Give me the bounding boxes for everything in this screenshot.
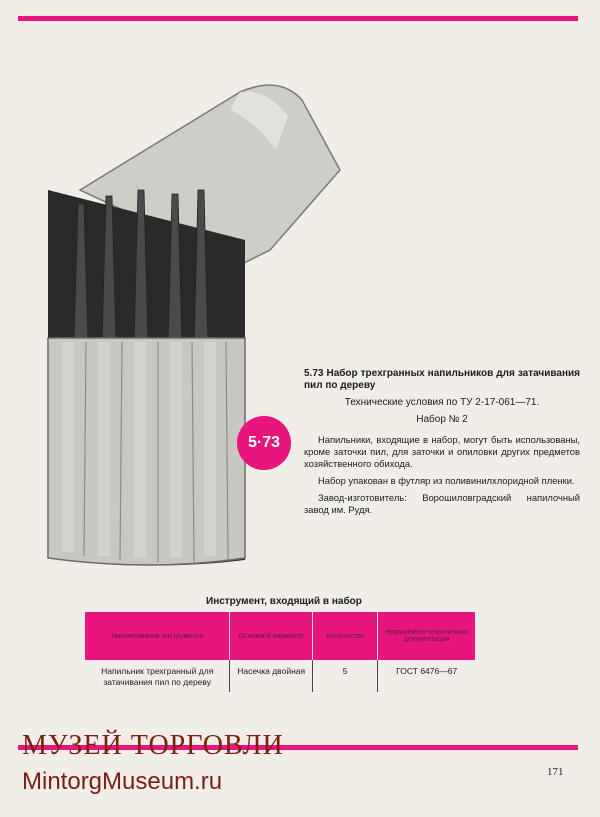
table-title: Инструмент, входящий в набор [206,596,362,607]
header-documentation: Нормативно-техническая документация [378,612,475,660]
cell-parameter: Насечка двойная [230,660,313,692]
header-parameter: Основной параметр [230,612,313,660]
watermark-name: МУЗЕЙ ТОРГОВЛИ [22,730,284,761]
table-row [85,660,475,692]
header-quantity: Количество [312,612,377,660]
item-description [304,368,580,521]
cell-documentation: ГОСТ 6476—67 [396,666,458,676]
tech-conditions: Технические условия по ТУ 2-17-061—71. [344,397,540,408]
watermark-url: MintorgMuseum.ru [22,768,223,795]
item-number-badge: 5·73 [237,416,291,470]
cell-name: Напильник трехгранный для затачивания пил по дереву [85,660,230,692]
manufacturer-paragraph: Завод-изготовитель: Ворошиловградский напилочный завод им. Рудя. [304,492,580,515]
set-number: Набор № 2 [416,414,468,425]
cell-quantity: 5 [312,660,377,692]
table-header-row [85,612,475,660]
packaging-paragraph: Набор упакован в футляр из поливинилхлоридной пленки. [318,475,575,486]
top-accent-rule [18,16,578,21]
page-number: 171 [547,766,564,778]
header-name: Наименование инструмента [85,612,230,660]
contents-table [85,612,475,692]
description-paragraph: Напильники, входящие в набор, могут быть использованы, кроме заточки пил, для заточки и опиловки других предметов хозяйственного обихода. [304,434,580,469]
item-title: 5.73 Набор трехгранных напильников для затачивания пил по дереву [304,368,580,391]
